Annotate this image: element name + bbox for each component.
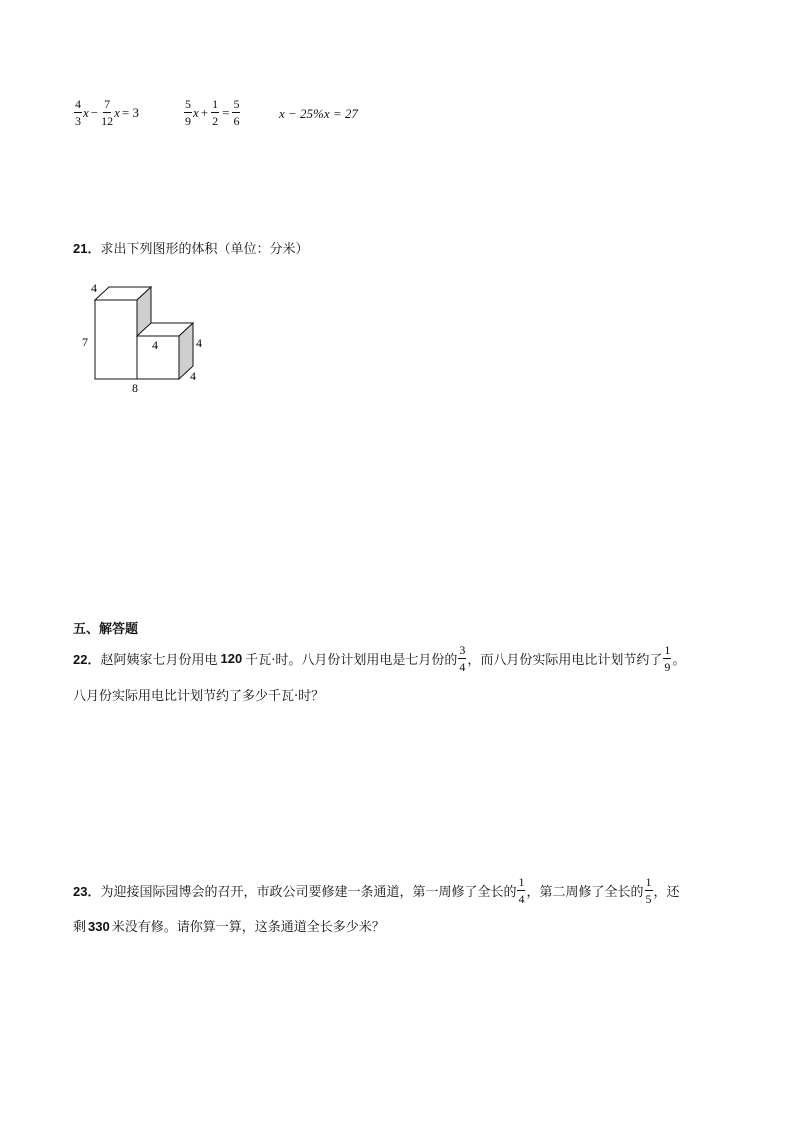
fraction-one-quarter: $\frac{1}{4}$	[518, 875, 525, 906]
equation-1: $\frac{4}{3}$ x − $\frac{7}{12}$ x = 3	[75, 97, 139, 128]
fraction: $\frac{7}{12}$	[101, 97, 114, 128]
label-right-depth: 4	[190, 369, 196, 383]
label-top-depth: 4	[91, 281, 97, 295]
fraction: $\frac{5}{6}$	[233, 97, 240, 128]
question-22-line-1: 22． 赵阿姨家七月份用电 120 千瓦·时。八月份计划用电是七月份的 $\frac{3}{4}$ ，而八月份实际用电比计划节约了 $\frac{1}{9}$ 。	[73, 643, 686, 674]
question-22-line-2: 八月份实际用电比计划节约了多少千瓦·时？	[73, 689, 325, 704]
fraction-three-quarters: $\frac{3}{4}$	[459, 643, 466, 674]
label-front-small: 4	[152, 338, 158, 352]
fraction: $\frac{4}{3}$	[75, 97, 81, 128]
solid-figure	[75, 278, 215, 396]
question-23-line-2: 剩 330 米没有修。请你算一算，这条通道全长多少米？	[73, 919, 385, 935]
question-23-line-1: 23． 为迎接国际园博会的召开，市政公司要修建一条通道，第一周修了全长的 $\frac{1}{4}$ ，第二周修了全长的 $\frac{1}{5}$ ，还	[73, 875, 680, 906]
fraction-one-fifth: $\frac{1}{5}$	[645, 875, 652, 906]
fraction-one-ninth: $\frac{1}{9}$	[664, 643, 671, 674]
fraction: $\frac{1}{2}$	[212, 97, 219, 128]
label-bottom-width: 8	[132, 381, 138, 395]
equation-3: x − 25%x = 27	[279, 106, 358, 121]
small-block-front	[137, 336, 179, 379]
label-left-height: 7	[82, 335, 88, 349]
equation-2: $\frac{5}{9}$ x + $\frac{1}{2}$ = $\frac{5}{6}$	[185, 97, 240, 128]
tall-block-front	[95, 300, 137, 379]
fraction: $\frac{5}{9}$	[185, 97, 191, 128]
section-title: 五、解答题	[73, 622, 139, 637]
question-21: 21．求出下列图形的体积（单位：分米）	[73, 241, 309, 257]
label-right-height: 4	[196, 336, 202, 350]
